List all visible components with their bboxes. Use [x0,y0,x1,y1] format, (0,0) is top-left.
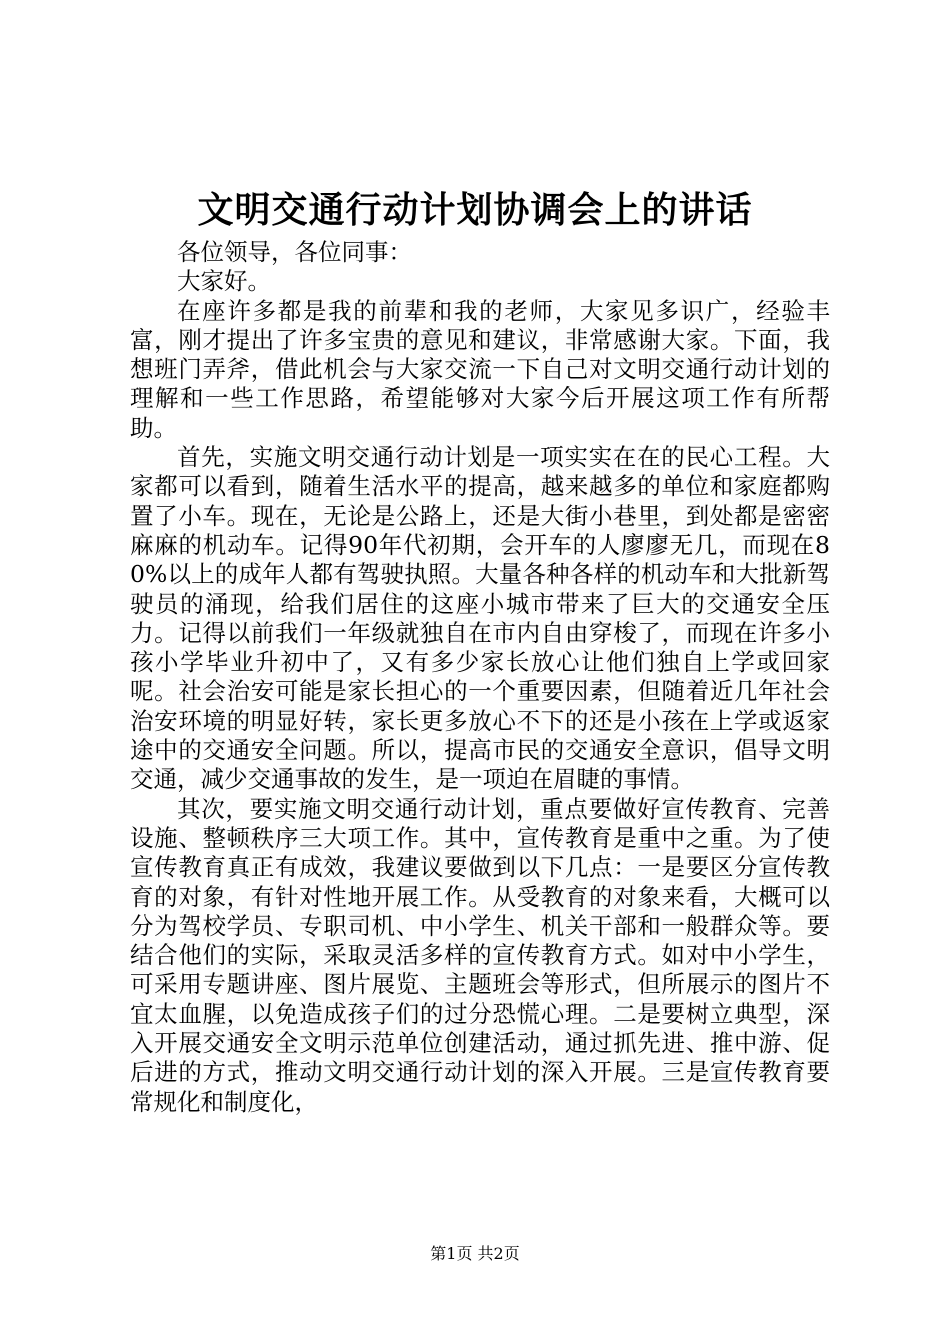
page-number-footer: 第1页 共2页 [430,1244,520,1263]
paragraph-second-point: 其次，要实施文明交通行动计划，重点要做好宣传教育、完善设施、整顿秩序三大项工作。其中，宣传教育是重中之重。为了使宣传教育真正有成效，我建议要做到以下几点：一是要区分宣传教育的对象，有针对性地开展工作。从受教育的对象来看，大概可以分为驾校学员、专职司机、中小学生、机关干部和一般群众等。要结合他们的实际，采取灵活多样的宣传教育方式。如对中小学生，可采用专题讲座、图片展览、主题班会等形式，但所展示的图片不宜太血腥，以免造成孩子们的过分恐慌心理。二是要树立典型，深入开展交通安全文明示范单位创建活动，通过抓先进、推中游、促后进的方式，推动文明交通行动计划的深入开展。三是宣传教育要常规化和制度化， [130,794,830,1116]
paragraph-greeting: 大家好。 [177,267,271,296]
document-title: 文明交通行动计划协调会上的讲话 [197,189,753,231]
document-body [130,238,830,1117]
paragraph-intro: 在座许多都是我的前辈和我的老师，大家见多识广，经验丰富，刚才提出了许多宝贵的意见和建议，非常感谢大家。下面，我想班门弄斧，借此机会与大家交流一下自己对文明交通行动计划的理解和一些工作思路，希望能够对大家今后开展这项工作有所帮助。 [130,296,830,442]
paragraph-salutation: 各位领导，各位同事： [177,238,412,266]
paragraph-first-point: 首先，实施文明交通行动计划是一项实实在在的民心工程。大家都可以看到，随着生活水平的提高，越来越多的单位和家庭都购置了小车。现在，无论是公路上，还是大街小巷里，到处都是密密麻麻的机动车。记得90年代初期，会开车的人廖廖无几，而现在80%以上的成年人都有驾驶执照。大量各种各样的机动车和大批新驾驶员的涌现，给我们居住的这座小城市带来了巨大的交通安全压力。记得以前我们一年级就独自在市内自由穿梭了，而现在许多小孩小学毕业升初中了，又有多少家长放心让他们独自上学或回家呢。社会治安可能是家长担心的一个重要因素，但随着近几年社会治安环境的明显好转，家长更多放心不下的还是小孩在上学或返家途中的交通安全问题。所以，提高市民的交通安全意识，倡导文明交通，减少交通事故的发生，是一项迫在眉睫的事情。 [130,443,830,794]
